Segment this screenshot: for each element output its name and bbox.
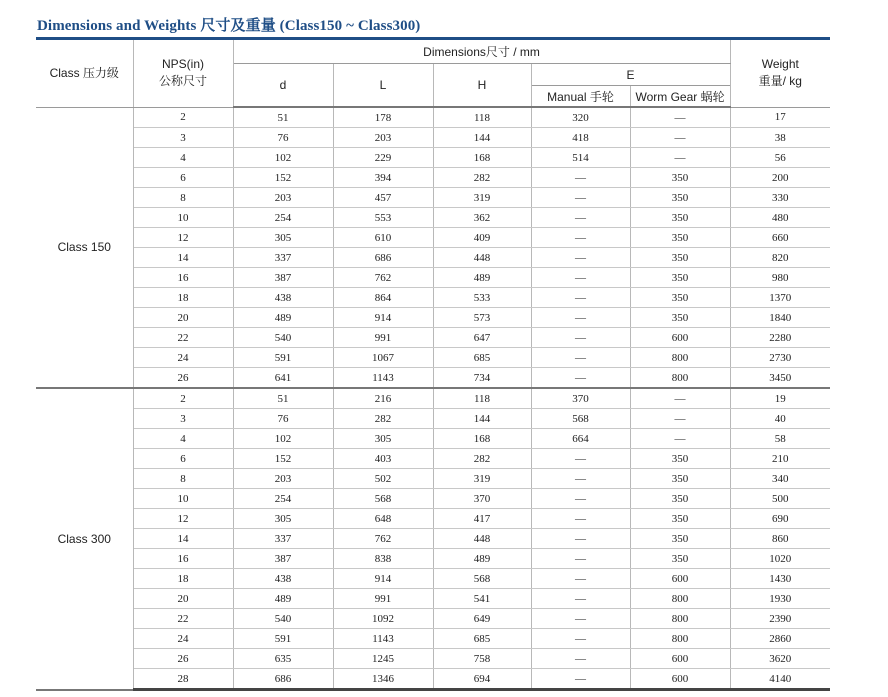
cell-manual: — (531, 589, 630, 609)
cell-weight: 3450 (730, 368, 830, 389)
cell-H: 448 (433, 248, 531, 268)
cell-manual: — (531, 268, 630, 288)
table-row (36, 409, 830, 429)
cell-weight: 1840 (730, 308, 830, 328)
header-weight (730, 40, 830, 107)
table-row (36, 107, 830, 128)
cell-worm: — (630, 429, 730, 449)
cell-manual: — (531, 569, 630, 589)
cell-manual: — (531, 469, 630, 489)
cell-weight: 2390 (730, 609, 830, 629)
cell-worm: 350 (630, 449, 730, 469)
cell-d: 51 (233, 388, 333, 409)
cell-H: 282 (433, 449, 531, 469)
cell-L: 914 (333, 569, 433, 589)
cell-L: 991 (333, 589, 433, 609)
cell-L: 216 (333, 388, 433, 409)
cell-weight: 1020 (730, 549, 830, 569)
cell-nps: 4 (133, 429, 233, 449)
cell-manual: 418 (531, 128, 630, 148)
cell-weight: 200 (730, 168, 830, 188)
cell-nps: 14 (133, 529, 233, 549)
cell-L: 1245 (333, 649, 433, 669)
cell-manual: — (531, 168, 630, 188)
cell-H: 685 (433, 348, 531, 368)
table-row (36, 248, 830, 268)
cell-weight: 3620 (730, 649, 830, 669)
cell-H: 489 (433, 549, 531, 569)
cell-H: 489 (433, 268, 531, 288)
cell-worm: 600 (630, 649, 730, 669)
cell-nps: 16 (133, 549, 233, 569)
cell-weight: 340 (730, 469, 830, 489)
table-row (36, 649, 830, 669)
header-class: Class 压力级 (36, 40, 133, 107)
cell-manual: — (531, 549, 630, 569)
cell-weight: 2280 (730, 328, 830, 348)
cell-worm: 800 (630, 368, 730, 389)
table-row (36, 188, 830, 208)
cell-manual: — (531, 368, 630, 389)
cell-weight: 860 (730, 529, 830, 549)
cell-worm: 350 (630, 168, 730, 188)
cell-d: 337 (233, 529, 333, 549)
cell-L: 568 (333, 489, 433, 509)
cell-worm: 800 (630, 348, 730, 368)
cell-weight: 38 (730, 128, 830, 148)
cell-H: 144 (433, 128, 531, 148)
cell-L: 1092 (333, 609, 433, 629)
cell-weight: 2860 (730, 629, 830, 649)
cell-L: 394 (333, 168, 433, 188)
cell-H: 168 (433, 429, 531, 449)
cell-L: 1143 (333, 368, 433, 389)
cell-L: 914 (333, 308, 433, 328)
cell-worm: 350 (630, 228, 730, 248)
cell-weight: 1430 (730, 569, 830, 589)
cell-d: 76 (233, 409, 333, 429)
cell-d: 438 (233, 569, 333, 589)
cell-L: 762 (333, 529, 433, 549)
table-row (36, 609, 830, 629)
table-row (36, 308, 830, 328)
table-row (36, 509, 830, 529)
cell-d: 635 (233, 649, 333, 669)
cell-worm: 350 (630, 469, 730, 489)
cell-manual: — (531, 348, 630, 368)
cell-worm: 350 (630, 509, 730, 529)
cell-H: 685 (433, 629, 531, 649)
cell-d: 152 (233, 449, 333, 469)
cell-weight: 56 (730, 148, 830, 168)
table-row (36, 208, 830, 228)
cell-worm: 800 (630, 629, 730, 649)
cell-H: 541 (433, 589, 531, 609)
table-row (36, 228, 830, 248)
cell-weight: 40 (730, 409, 830, 429)
cell-H: 568 (433, 569, 531, 589)
table-row (36, 669, 830, 690)
cell-d: 102 (233, 429, 333, 449)
table-row (36, 569, 830, 589)
cell-manual: — (531, 629, 630, 649)
cell-nps: 14 (133, 248, 233, 268)
cell-manual: — (531, 308, 630, 328)
cell-worm: — (630, 148, 730, 168)
cell-nps: 10 (133, 489, 233, 509)
cell-d: 387 (233, 268, 333, 288)
cell-weight: 480 (730, 208, 830, 228)
cell-d: 254 (233, 208, 333, 228)
header-E: E (531, 64, 730, 86)
cell-H: 758 (433, 649, 531, 669)
header-L: L (333, 64, 433, 108)
cell-weight: 660 (730, 228, 830, 248)
cell-nps: 12 (133, 228, 233, 248)
cell-L: 991 (333, 328, 433, 348)
header-weight-en: Weight (761, 57, 799, 72)
cell-d: 337 (233, 248, 333, 268)
cell-manual: — (531, 188, 630, 208)
header-nps-en: NPS(in) (161, 57, 204, 72)
cell-H: 319 (433, 188, 531, 208)
cell-d: 387 (233, 549, 333, 569)
table-row (36, 449, 830, 469)
cell-L: 305 (333, 429, 433, 449)
table-row (36, 168, 830, 188)
cell-worm: 800 (630, 589, 730, 609)
cell-nps: 22 (133, 328, 233, 348)
cell-L: 864 (333, 288, 433, 308)
cell-L: 229 (333, 148, 433, 168)
cell-worm: 600 (630, 669, 730, 690)
cell-L: 178 (333, 107, 433, 128)
cell-H: 734 (433, 368, 531, 389)
cell-H: 319 (433, 469, 531, 489)
cell-H: 144 (433, 409, 531, 429)
cell-nps: 12 (133, 509, 233, 529)
cell-H: 573 (433, 308, 531, 328)
cell-manual: — (531, 609, 630, 629)
cell-nps: 10 (133, 208, 233, 228)
cell-manual: — (531, 228, 630, 248)
dimensions-table (36, 40, 830, 691)
cell-d: 641 (233, 368, 333, 389)
cell-nps: 3 (133, 128, 233, 148)
cell-manual: — (531, 208, 630, 228)
cell-H: 370 (433, 489, 531, 509)
cell-L: 838 (333, 549, 433, 569)
table-row (36, 388, 830, 409)
cell-H: 362 (433, 208, 531, 228)
cell-L: 403 (333, 449, 433, 469)
table-row (36, 368, 830, 389)
table-row (36, 489, 830, 509)
cell-d: 51 (233, 107, 333, 128)
cell-L: 457 (333, 188, 433, 208)
cell-L: 553 (333, 208, 433, 228)
table-row (36, 348, 830, 368)
cell-worm: 600 (630, 569, 730, 589)
cell-nps: 20 (133, 308, 233, 328)
cell-weight: 4140 (730, 669, 830, 690)
cell-d: 305 (233, 228, 333, 248)
cell-manual: — (531, 328, 630, 348)
cell-worm: 350 (630, 288, 730, 308)
cell-L: 203 (333, 128, 433, 148)
cell-worm: 800 (630, 609, 730, 629)
cell-nps: 4 (133, 148, 233, 168)
table-row (36, 469, 830, 489)
cell-d: 203 (233, 188, 333, 208)
cell-nps: 28 (133, 669, 233, 690)
table-row (36, 268, 830, 288)
cell-d: 489 (233, 589, 333, 609)
cell-worm: 350 (630, 248, 730, 268)
cell-worm: — (630, 128, 730, 148)
cell-nps: 18 (133, 288, 233, 308)
cell-worm: 350 (630, 489, 730, 509)
cell-worm: 350 (630, 268, 730, 288)
cell-weight: 19 (730, 388, 830, 409)
cell-nps: 22 (133, 609, 233, 629)
cell-manual: 370 (531, 388, 630, 409)
cell-worm: — (630, 107, 730, 128)
cell-nps: 6 (133, 449, 233, 469)
table-row (36, 288, 830, 308)
cell-L: 1346 (333, 669, 433, 690)
cell-manual: — (531, 669, 630, 690)
cell-d: 438 (233, 288, 333, 308)
header-dimensions: Dimensions尺寸 / mm (233, 40, 730, 64)
header-nps-cn: 公称尺寸 (158, 74, 207, 89)
cell-weight: 58 (730, 429, 830, 449)
cell-d: 540 (233, 328, 333, 348)
cell-manual: — (531, 288, 630, 308)
cell-worm: 350 (630, 208, 730, 228)
cell-L: 282 (333, 409, 433, 429)
cell-d: 540 (233, 609, 333, 629)
cell-worm: 600 (630, 328, 730, 348)
cell-nps: 6 (133, 168, 233, 188)
cell-nps: 8 (133, 188, 233, 208)
cell-nps: 26 (133, 649, 233, 669)
cell-L: 1067 (333, 348, 433, 368)
cell-L: 686 (333, 248, 433, 268)
cell-L: 1143 (333, 629, 433, 649)
table-row (36, 589, 830, 609)
cell-weight: 820 (730, 248, 830, 268)
cell-H: 282 (433, 168, 531, 188)
cell-manual: 514 (531, 148, 630, 168)
cell-d: 305 (233, 509, 333, 529)
table-row (36, 549, 830, 569)
table-row (36, 128, 830, 148)
cell-worm: 350 (630, 549, 730, 569)
header-worm-gear: Worm Gear 蜗轮 (630, 86, 730, 108)
cell-weight: 330 (730, 188, 830, 208)
cell-H: 647 (433, 328, 531, 348)
cell-H: 417 (433, 509, 531, 529)
cell-nps: 3 (133, 409, 233, 429)
cell-nps: 24 (133, 348, 233, 368)
cell-H: 533 (433, 288, 531, 308)
cell-H: 118 (433, 388, 531, 409)
cell-d: 152 (233, 168, 333, 188)
cell-manual: 320 (531, 107, 630, 128)
cell-nps: 16 (133, 268, 233, 288)
cell-worm: 350 (630, 308, 730, 328)
class-group-label: Class 300 (36, 388, 133, 690)
header-weight-cn: 重量/ kg (758, 74, 802, 89)
cell-d: 591 (233, 629, 333, 649)
cell-d: 102 (233, 148, 333, 168)
cell-weight: 2730 (730, 348, 830, 368)
cell-nps: 2 (133, 107, 233, 128)
cell-weight: 210 (730, 449, 830, 469)
class-group-label: Class 150 (36, 107, 133, 388)
cell-weight: 1370 (730, 288, 830, 308)
cell-weight: 17 (730, 107, 830, 128)
cell-worm: — (630, 388, 730, 409)
cell-L: 610 (333, 228, 433, 248)
cell-nps: 26 (133, 368, 233, 389)
cell-H: 118 (433, 107, 531, 128)
cell-worm: — (630, 409, 730, 429)
cell-L: 762 (333, 268, 433, 288)
header-manual: Manual 手轮 (531, 86, 630, 108)
cell-manual: — (531, 489, 630, 509)
cell-weight: 1930 (730, 589, 830, 609)
header-d: d (233, 64, 333, 108)
cell-nps: 24 (133, 629, 233, 649)
table-row (36, 148, 830, 168)
cell-H: 409 (433, 228, 531, 248)
table-row (36, 529, 830, 549)
cell-nps: 8 (133, 469, 233, 489)
cell-H: 694 (433, 669, 531, 690)
cell-H: 649 (433, 609, 531, 629)
cell-nps: 20 (133, 589, 233, 609)
cell-manual: 664 (531, 429, 630, 449)
cell-d: 76 (233, 128, 333, 148)
cell-worm: 350 (630, 188, 730, 208)
cell-H: 448 (433, 529, 531, 549)
cell-manual: — (531, 529, 630, 549)
cell-manual: — (531, 509, 630, 529)
cell-weight: 500 (730, 489, 830, 509)
cell-manual: — (531, 248, 630, 268)
cell-manual: — (531, 449, 630, 469)
cell-nps: 18 (133, 569, 233, 589)
cell-L: 502 (333, 469, 433, 489)
page-title: Dimensions and Weights 尺寸及重量 (Class150 ~ Class300) (37, 18, 421, 34)
table-row (36, 629, 830, 649)
cell-d: 489 (233, 308, 333, 328)
header-nps (133, 40, 233, 107)
cell-manual: — (531, 649, 630, 669)
cell-worm: 350 (630, 529, 730, 549)
cell-manual: 568 (531, 409, 630, 429)
cell-d: 591 (233, 348, 333, 368)
cell-L: 648 (333, 509, 433, 529)
cell-H: 168 (433, 148, 531, 168)
header-H: H (433, 64, 531, 108)
cell-d: 203 (233, 469, 333, 489)
cell-weight: 980 (730, 268, 830, 288)
cell-nps: 2 (133, 388, 233, 409)
table-row (36, 328, 830, 348)
cell-d: 254 (233, 489, 333, 509)
table-row (36, 429, 830, 449)
cell-weight: 690 (730, 509, 830, 529)
cell-d: 686 (233, 669, 333, 690)
